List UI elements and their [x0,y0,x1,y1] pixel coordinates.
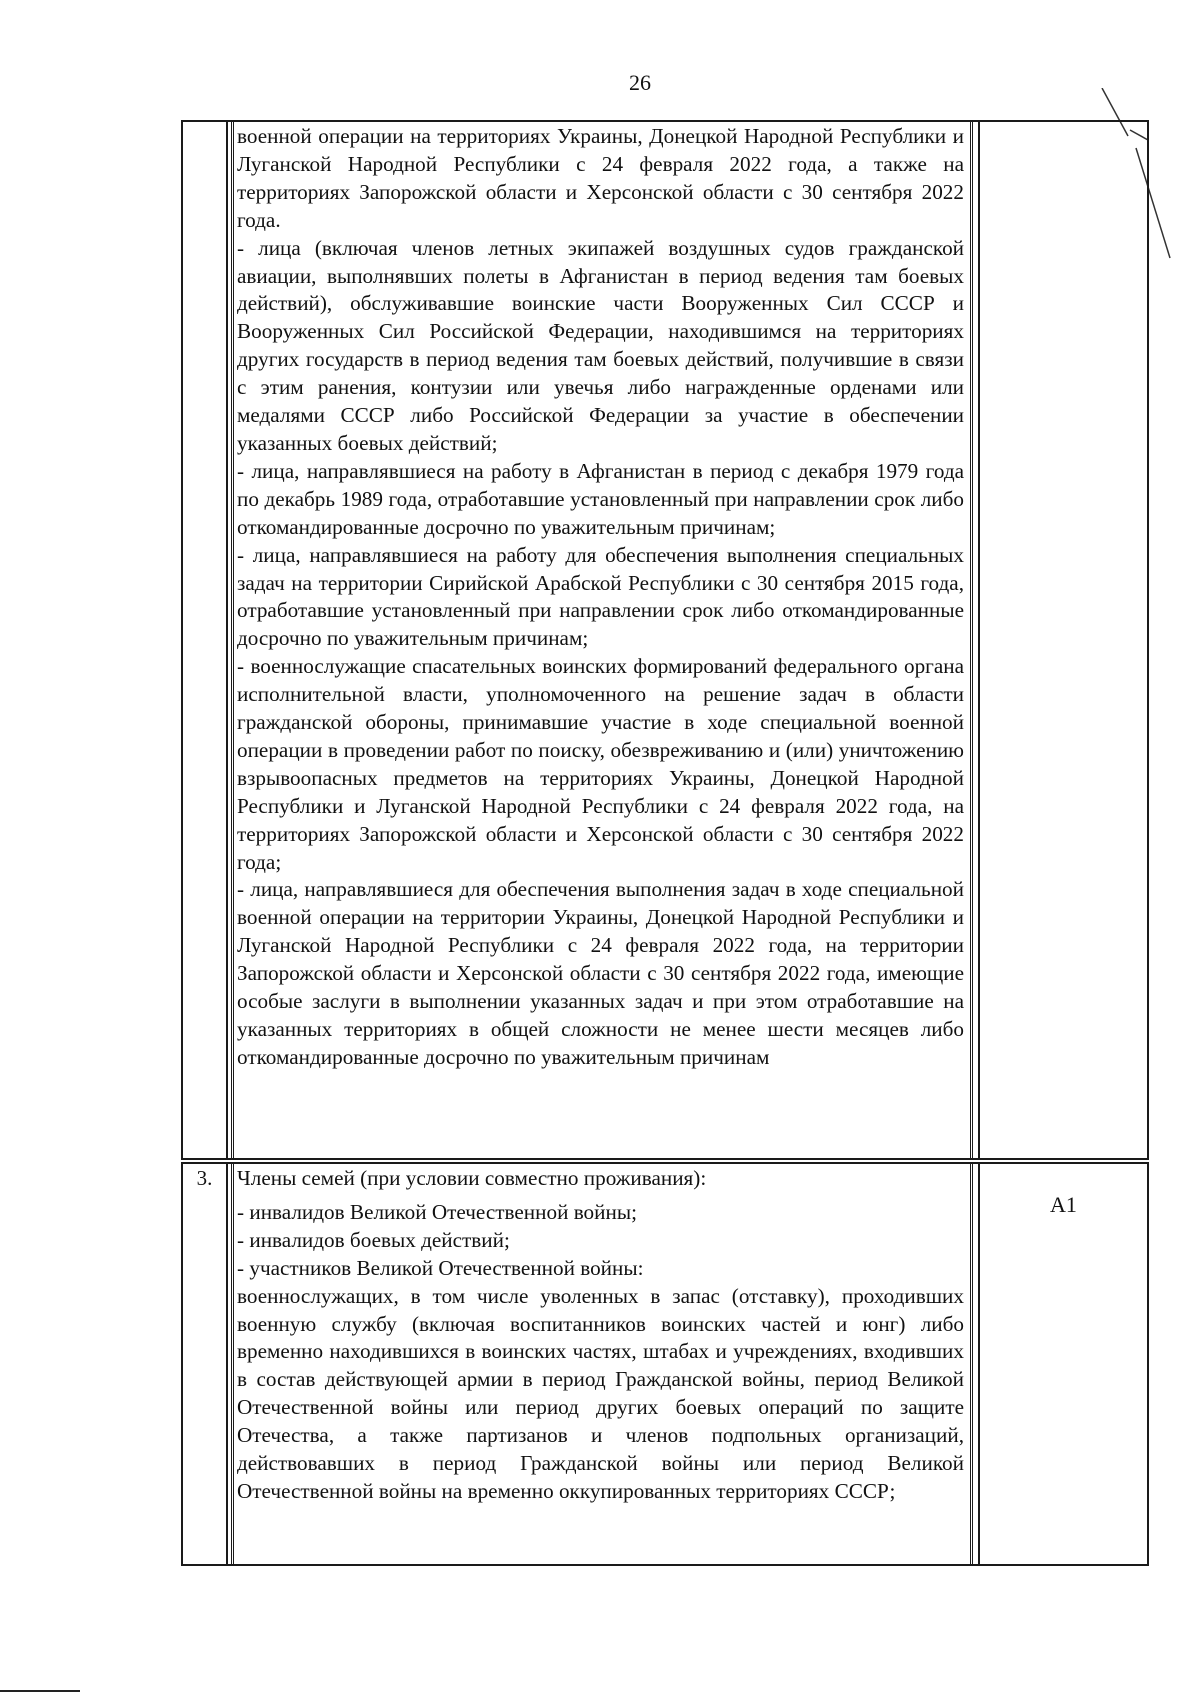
paragraph: Члены семей (при условии совместно проживания): [237,1166,707,1190]
row-number-cell [181,1164,228,1564]
row-number [183,122,226,124]
description-text [234,122,970,1072]
page-number: 26 [629,70,651,95]
description-cell [231,1164,973,1564]
paragraph: - инвалидов Великой Отечественной войны; [237,1199,637,1224]
scan-edge-mark [0,1690,80,1692]
row-number-cell [181,122,228,1158]
paragraph: - военнослужащие спасательных воинских формирований федерального органа исполнительной власти, уполномоченного на решение задач в области гражданской обороны, принимавшие участие в ходе специальной военной операции в проведении работ по поиску, обезвреживанию и (или) уничтожению взрывоопасных предметов на территориях Украины, Донецкой Народной Республики и Луганской Народной Республики с 24 февраля 2022 года, на территориях Запорожской области и Херсонской области с 30 сентября 2022 года; [237,654,964,874]
paragraph: - лица (включая членов летных экипажей воздушных судов гражданской авиации, выполнявших полеты в Афганистан в период ведения там боевых действий), обслуживавшие воинские части Вооруженных Сил СССР и Вооруженных Сил Российской Федерации, находившимся на территориях других государств в период ведения там боевых действий, получившие в связи с этим ранения, контузии или увечья либо награжденные орденами или медалями СССР либо Российской Федерации за участие в обеспечении указанных боевых действий; [237,235,964,455]
table-row-3 [181,1162,1149,1566]
paragraph: - инвалидов боевых действий; [237,1227,510,1252]
code-cell [978,1164,1149,1564]
paragraph: - лица, направлявшиеся на работу в Афганистан в период с декабря 1979 года по декабрь 1989 года, отработавшие установленный при направлении срок либо откомандированные досрочно по уважительным причинам; [237,458,964,539]
paragraph: - лица, направлявшиеся на работу для обеспечения выполнения специальных задач на территории Сирийской Арабской Республики с 30 сентября 2015 года, отработавшие установленный при направлении срок либо откомандированные досрочно по уважительным причинам; [237,542,964,651]
paragraph: военнослужащих, в том числе уволенных в запас (отставку), проходивших военную службу (включая воспитанников воинских частей и юнг) либо временно находившихся в воинских частях, штабах и учреждениях, входивших в состав действующей армии в период Гражданской войны, период Великой Отечественной войны или период других боевых операций по защите Отечества, а также партизанов и членов подпольных организаций, действовавших в период Гражданской войны или период Великой Отечественной войны на временно оккупированных территориях СССР; [237,1283,964,1503]
table-row-continued [181,120,1149,1160]
row-number: 3. [196,1166,213,1190]
code-cell [978,122,1149,1158]
paragraph: - лица, направлявшиеся для обеспечения выполнения задач в ходе специальной военной операции на территории Украины, Донецкой Народной Республики и Луганской Народной Республики с 24 февраля 2022 года, на территории Запорожской области и Херсонской области с 30 сентября 2022 года, имеющие особые заслуги в выполнении указанных задач и при этом отработавшие на указанных территориях в общей сложности не менее шести месяцев либо откомандированные досрочно по уважительным причинам [237,877,964,1069]
paragraph: военной операции на территориях Украины, Донецкой Народной Республики и Луганской Народной Республики с 24 февраля 2022 года, а также на территориях Запорожской области и Херсонской области с 30 сентября 2022 года. [237,124,964,232]
code-value [980,122,1147,150]
description-text [234,1164,970,1506]
description-cell [231,122,973,1158]
paragraph: - участников Великой Отечественной войны: [237,1255,644,1280]
code-value: А1 [1050,1192,1077,1217]
